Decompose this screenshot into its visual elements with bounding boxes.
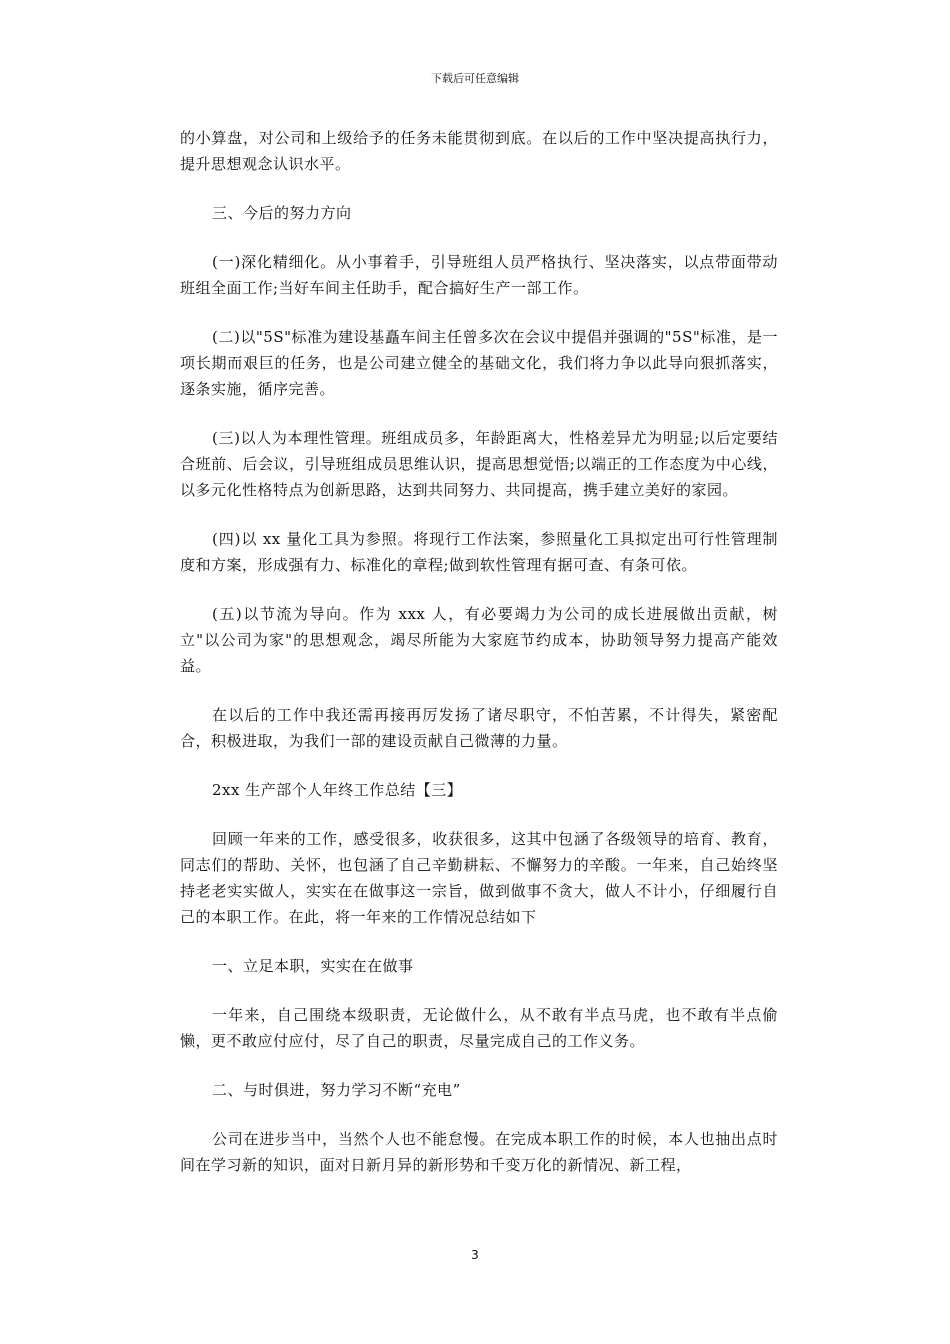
paragraph: (一)深化精细化。从小事着手，引导班组人员严格执行、坚决落实，以点带面带动班组全面工作;当好车间主任助手，配合搞好生产一部工作。: [180, 253, 778, 297]
paragraph: (四)以 xx 量化工具为参照。将现行工作法案，参照量化工具拟定出可行性管理制度和方案，形成强有力、标准化的章程;做到软性管理有据可查、有条可依。: [180, 530, 778, 574]
paragraph: 回顾一年来的工作，感受很多，收获很多，这其中包涵了各级领导的培育、教育，同志们的帮助、关怀，也包涵了自己辛勤耕耘、不懈努力的辛酸。一年来，自己始终坚持老老实实做人，实实在在做事这一宗旨，做到做事不贪大，做人不计小，仔细履行自己的本职工作。在此，将一年来的工作情况总结如下: [180, 830, 778, 926]
section-heading: 二、与时俱进，努力学习不断“充电”: [212, 1081, 461, 1099]
paragraph: (二)以"5S"标准为建设基矗车间主任曾多次在会议中提倡并强调的"5S"标准，是一项长期而艰巨的任务，也是公司建立健全的基础文化，我们将力争以此导向狠抓落实，逐条实施，循序完善。: [180, 328, 778, 398]
document-body: [180, 125, 778, 1201]
section-title: 2xx 生产部个人年终工作总结【三】: [212, 781, 463, 799]
section-heading: 一、立足本职，实实在在做事: [212, 957, 414, 975]
paragraph: 在以后的工作中我还需再接再厉发扬了诸尽职守，不怕苦累，不计得失，紧密配合，积极进取，为我们一部的建设贡献自己微薄的力量。: [180, 706, 778, 750]
paragraph: (三)以人为本理性管理。班组成员多，年龄距离大，性格差异尤为明显;以后定要结合班前、后会议，引导班组成员思维认识，提高思想觉悟;以端正的工作态度为中心线，以多元化性格特点为创新思路，达到共同努力、共同提高，携手建立美好的家园。: [180, 429, 778, 499]
paragraph: 的小算盘，对公司和上级给予的任务未能贯彻到底。在以后的工作中坚决提高执行力，提升思想观念认识水平。: [180, 129, 778, 173]
paragraph: 公司在进步当中，当然个人也不能怠慢。在完成本职工作的时候，本人也抽出点时间在学习新的知识，面对日新月异的新形势和千变万化的新情况、新工程，: [180, 1130, 778, 1174]
page-header: 下载后可任意编辑: [431, 72, 519, 85]
section-heading: 三、今后的努力方向: [212, 204, 352, 222]
paragraph: (五)以节流为导向。作为 xxx 人，有必要竭力为公司的成长进展做出贡献，树立"以公司为家"的思想观念，竭尽所能为大家庭节约成本，协助领导努力提高产能效益。: [180, 605, 778, 675]
paragraph: 一年来，自己围绕本级职责，无论做什么，从不敢有半点马虎，也不敢有半点偷懒，更不敢应付应付，尽了自己的职责，尽量完成自己的工作义务。: [180, 1006, 778, 1050]
page-number: 3: [471, 1248, 479, 1262]
